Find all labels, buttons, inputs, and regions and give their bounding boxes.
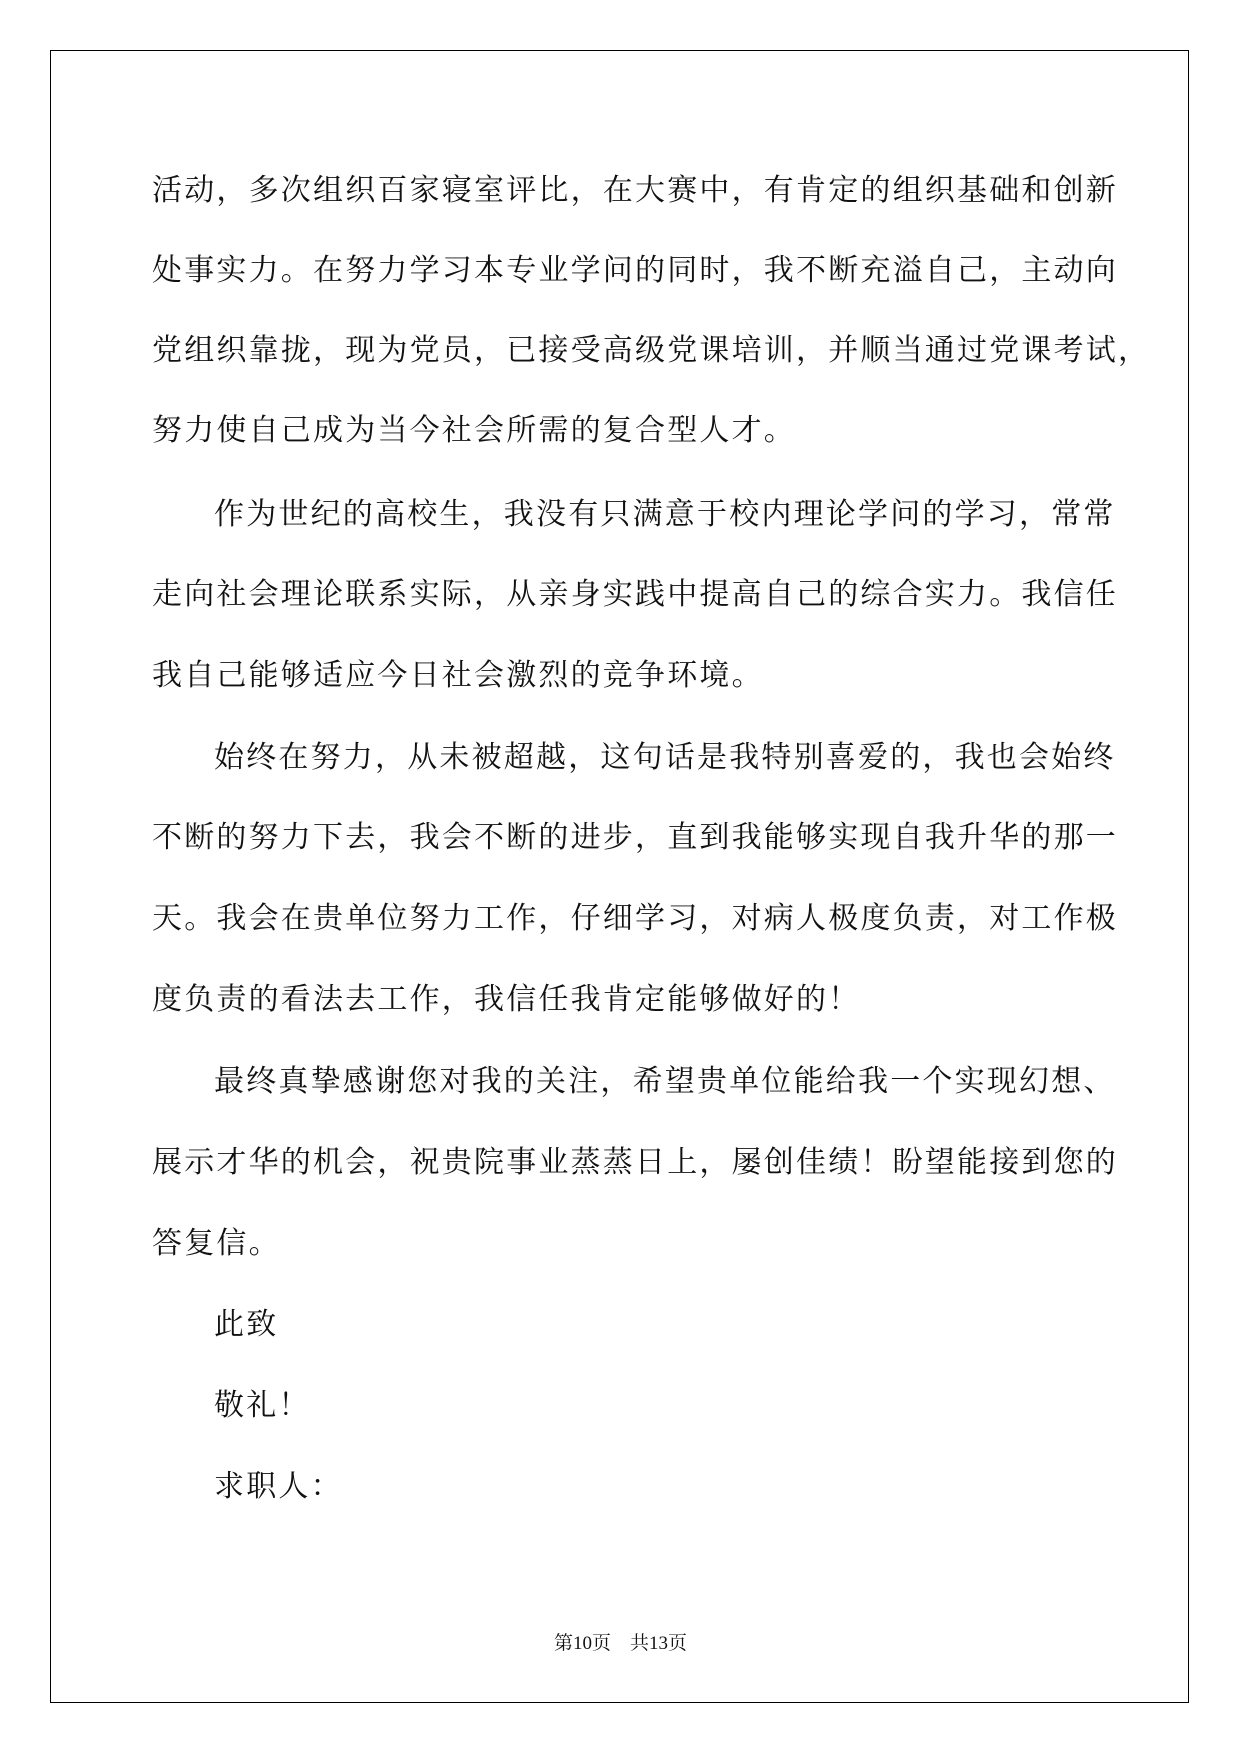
- text-line: 展示才华的机会，祝贵院事业蒸蒸日上，屡创佳绩！盼望能接到您的: [152, 1145, 1118, 1180]
- text-line: 处事实力。在努力学习本专业学问的同时，我不断充溢自己，主动向: [152, 253, 1118, 288]
- text-line: 不断的努力下去，我会不断的进步，直到我能够实现自我升华的那一: [152, 820, 1118, 855]
- page-number-footer: 第10页 共13页: [553, 1633, 687, 1654]
- text-line: 答复信。: [152, 1226, 281, 1261]
- page-frame: [50, 50, 1189, 1703]
- applicant-signature-label: 求职人：: [214, 1469, 343, 1504]
- text-line: 党组织靠拢，现为党员，已接受高级党课培训，并顺当通过党课考试，: [152, 333, 1151, 368]
- text-line: 天。我会在贵单位努力工作，仔细学习，对病人极度负责，对工作极: [152, 901, 1118, 936]
- text-line: 始终在努力，从未被超越，这句话是我特别喜爱的，我也会始终: [214, 740, 1116, 775]
- text-line: 活动，多次组织百家寝室评比，在大赛中，有肯定的组织基础和创新: [152, 173, 1118, 208]
- text-line: 度负责的看法去工作，我信任我肯定能够做好的！: [152, 982, 861, 1017]
- text-line: 我自己能够适应今日社会激烈的竞争环境。: [152, 658, 764, 693]
- text-line: 走向社会理论联系实际，从亲身实践中提高自己的综合实力。我信任: [152, 577, 1118, 612]
- text-line: 最终真挚感谢您对我的关注，希望贵单位能给我一个实现幻想、: [214, 1064, 1116, 1099]
- salutation-regards: 敬礼！: [214, 1388, 311, 1423]
- text-line: 作为世纪的高校生，我没有只满意于校内理论学问的学习，常常: [214, 497, 1116, 532]
- salutation-closing: 此致: [214, 1307, 279, 1342]
- text-line: 努力使自己成为当今社会所需的复合型人才。: [152, 413, 796, 448]
